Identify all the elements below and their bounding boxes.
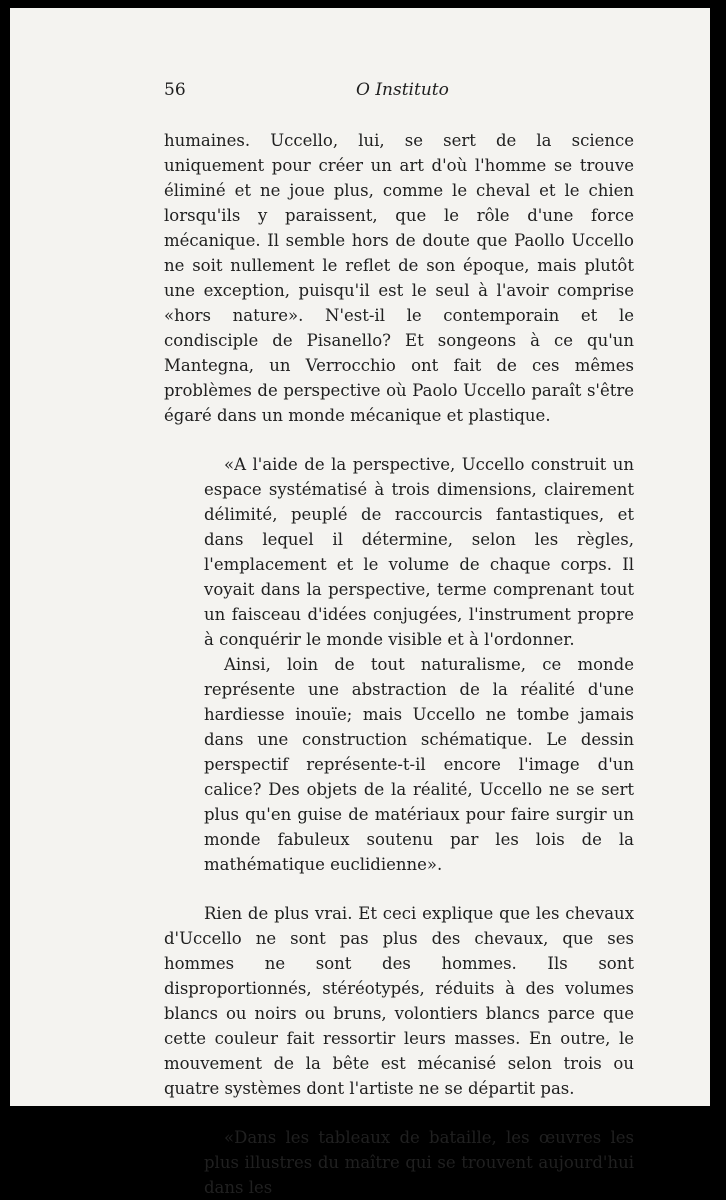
running-head bbox=[10, 80, 710, 104]
paragraph-1: humaines. Uccello, lui, se sert de la science uniquement pour créer un art d'où l'homme se trouve éliminé et ne joue plus, comme le cheval et le chien lorsqu'ils y paraissent, que le rôle d'une force mécanique. Il semble hors de doute que Paollo Uccello ne soit nullement le reflet de son époque, mais plutôt une exception, puisqu'il est le seul à l'avoir comprise «hors nature». N'est-il le contemporain et le condisciple de Pisanello? Et songeons à ce qu'un Mantegna, un Verrocchio ont fait de ces mêmes problèmes de perspective où Paolo Uccello paraît s'être égaré dans un monde mécanique et plastique. bbox=[164, 131, 634, 425]
quote-paragraph-2: Ainsi, loin de tout naturalisme, ce monde représente une abstraction de la réalité d'une hardiesse inouïe; mais Uccello ne tombe jamais dans une construction schématique. Le dessin perspectif représente-t-il encore l'image d'un calice? Des objets de la réalité, Uccello ne se sert plus qu'en guise de matériaux pour faire surgir un monde fabuleux soutenu par les lois de la mathématique euclidienne». bbox=[204, 655, 634, 874]
paragraph-2: Rien de plus vrai. Et ceci explique que les chevaux d'Uccello ne sont pas plus des chevaux, que ses hommes ne sont des hommes. Ils sont disproportionnés, stéréotypés, réduits à des volumes blancs ou noirs ou bruns, volontiers blancs parce que cette couleur fait ressortir leurs masses. En outre, le mouvement de la bête est mécanisé selon trois ou quatre systèmes dont l'artiste ne se départit pas. bbox=[164, 904, 634, 1098]
journal-title: O Instituto bbox=[356, 80, 449, 100]
scanned-page bbox=[10, 8, 710, 1197]
quote-paragraph-1: «A l'aide de la perspective, Uccello construit un espace systématisé à trois dimensions, clairement délimité, peuplé de raccourcis fantastiques, et dans lequel il détermine, selon les règles, l'emplacement et le volume de chaque corps. Il voyait dans la perspective, terme comprenant tout un faisceau d'idées conjugées, l'instrument propre à conquérir le monde visible et à l'ordonner. bbox=[204, 455, 634, 649]
quote-paragraph-3: «Dans les tableaux de bataille, les œuvres les plus illustres du maître qui se trouvent aujourd'hui dans les bbox=[204, 1128, 634, 1197]
body-text bbox=[164, 128, 634, 1200]
page-number: 56 bbox=[164, 80, 186, 100]
block-quote-2 bbox=[204, 1125, 634, 1200]
block-quote-1 bbox=[204, 452, 634, 877]
